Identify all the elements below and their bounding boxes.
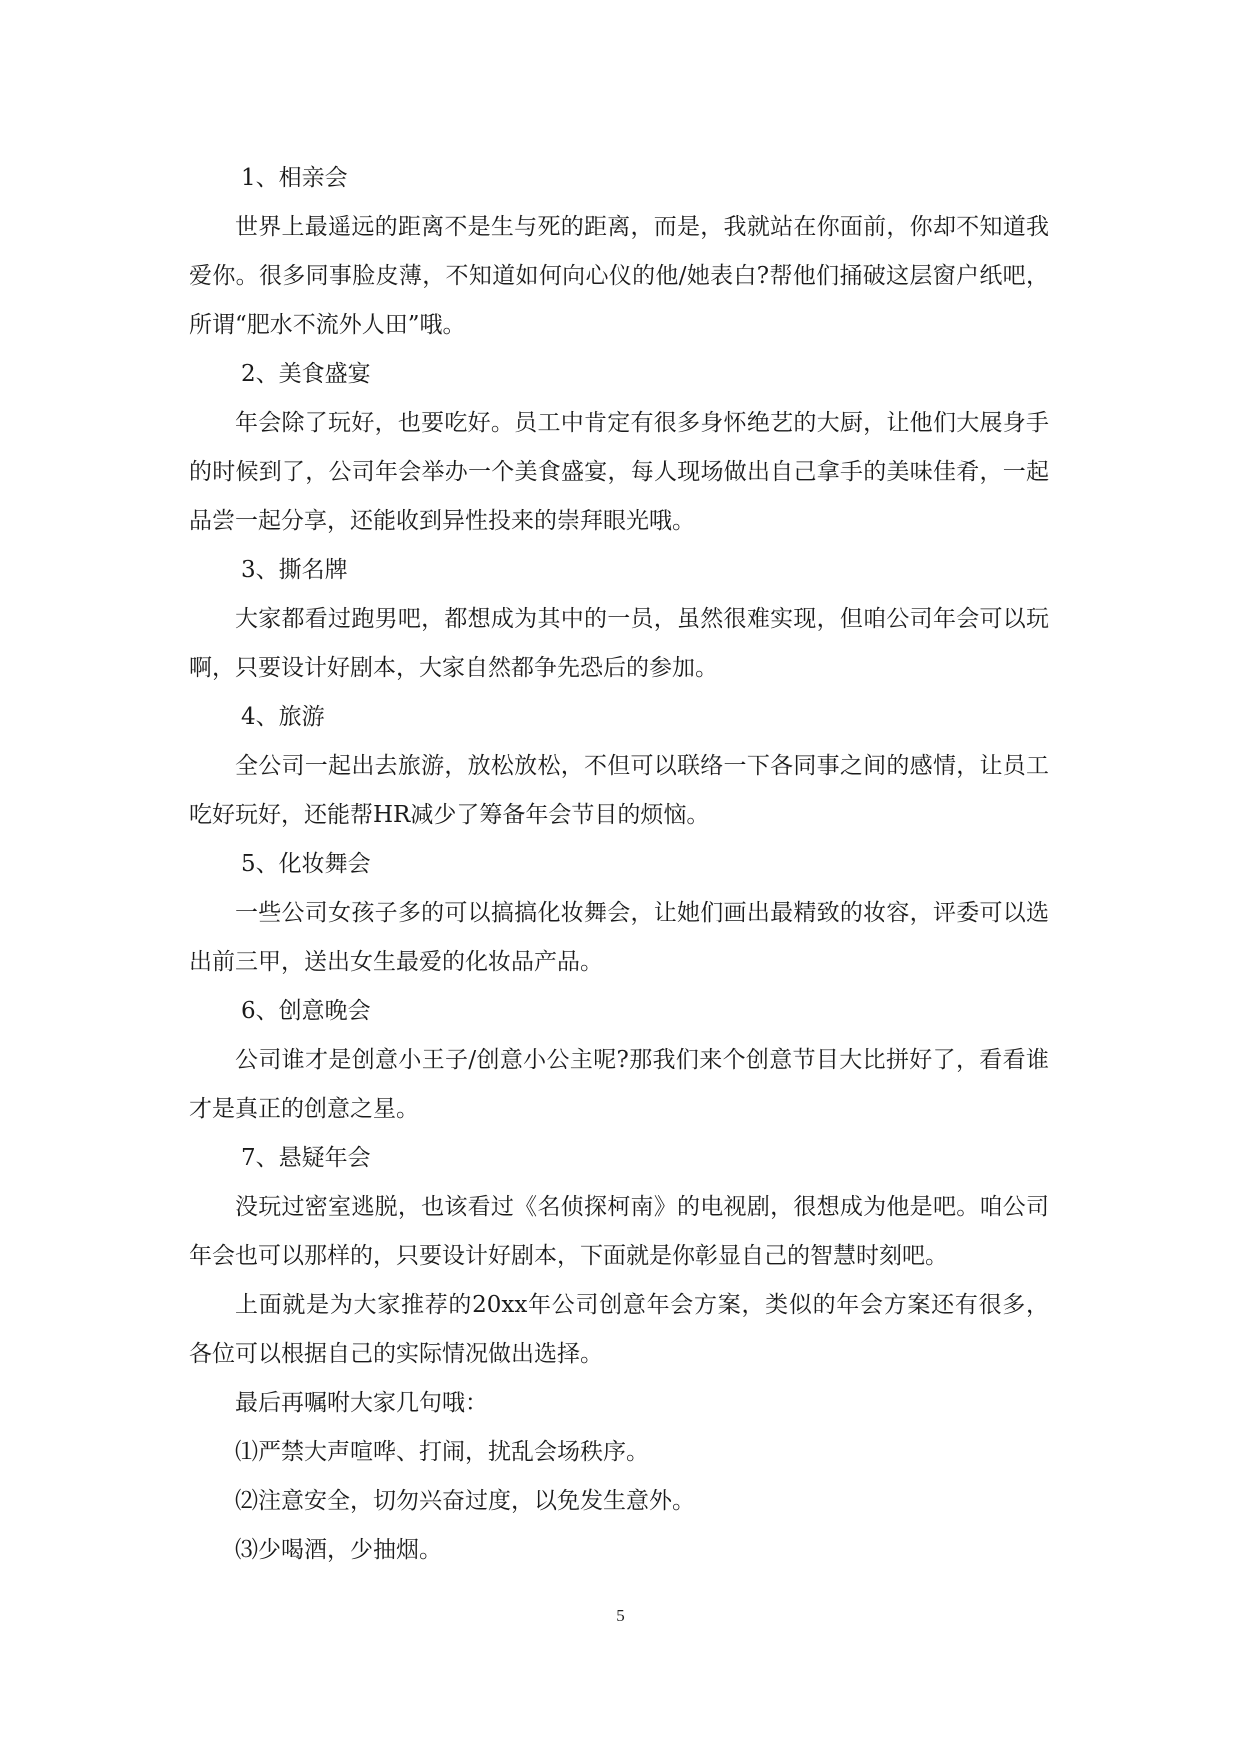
section-heading: 7、悬疑年会 — [241, 1145, 371, 1171]
reminder-intro: 最后再嘱咐大家几句哦： — [235, 1390, 488, 1416]
paragraph: 年会除了玩好，也要吃好。员工中肯定有很多身怀绝艺的大厨，让他们大展身手的时候到了，公司年会举办一个美食盛宴，每人现场做出自己拿手的美味佳肴，一起品尝一起分享，还能收到异性投来的崇拜眼光哦。 — [189, 410, 1049, 534]
page-number: 5 — [616, 1606, 625, 1625]
section-heading: 5、化妆舞会 — [241, 851, 371, 877]
section-heading: 4、旅游 — [241, 704, 325, 730]
paragraph: 公司谁才是创意小王子/创意小公主呢?那我们来个创意节目大比拼好了，看看谁才是真正的创意之星。 — [189, 1047, 1049, 1122]
summary-paragraph: 上面就是为大家推荐的20xx年公司创意年会方案，类似的年会方案还有很多，各位可以根据自己的实际情况做出选择。 — [189, 1292, 1049, 1367]
reminder-item: ⑴严禁大声喧哗、打闹，扰乱会场秩序。 — [235, 1439, 649, 1465]
paragraph: 世界上最遥远的距离不是生与死的距离，而是，我就站在你面前，你却不知道我爱你。很多同事脸皮薄，不知道如何向心仪的他/她表白?帮他们捅破这层窗户纸吧，所谓“肥水不流外人田”哦。 — [189, 214, 1049, 338]
paragraph: 全公司一起出去旅游，放松放松，不但可以联络一下各同事之间的感情，让员工吃好玩好，还能帮HR减少了筹备年会节目的烦恼。 — [189, 753, 1049, 828]
section-heading: 6、创意晚会 — [241, 998, 371, 1024]
paragraph: 没玩过密室逃脱，也该看过《名侦探柯南》的电视剧，很想成为他是吧。咱公司年会也可以那样的，只要设计好剧本，下面就是你彰显自己的智慧时刻吧。 — [189, 1194, 1049, 1269]
paragraph: 一些公司女孩子多的可以搞搞化妆舞会，让她们画出最精致的妆容，评委可以选出前三甲，送出女生最爱的化妆品产品。 — [189, 900, 1049, 975]
paragraph: 大家都看过跑男吧，都想成为其中的一员，虽然很难实现，但咱公司年会可以玩啊，只要设计好剧本，大家自然都争先恐后的参加。 — [189, 606, 1049, 681]
reminder-item: ⑵注意安全，切勿兴奋过度，以免发生意外。 — [235, 1488, 695, 1514]
reminder-item: ⑶少喝酒，少抽烟。 — [235, 1537, 442, 1563]
section-heading: 1、相亲会 — [241, 165, 348, 191]
section-heading: 3、撕名牌 — [241, 557, 348, 583]
document-body — [189, 154, 1049, 1575]
section-heading: 2、美食盛宴 — [241, 361, 371, 387]
